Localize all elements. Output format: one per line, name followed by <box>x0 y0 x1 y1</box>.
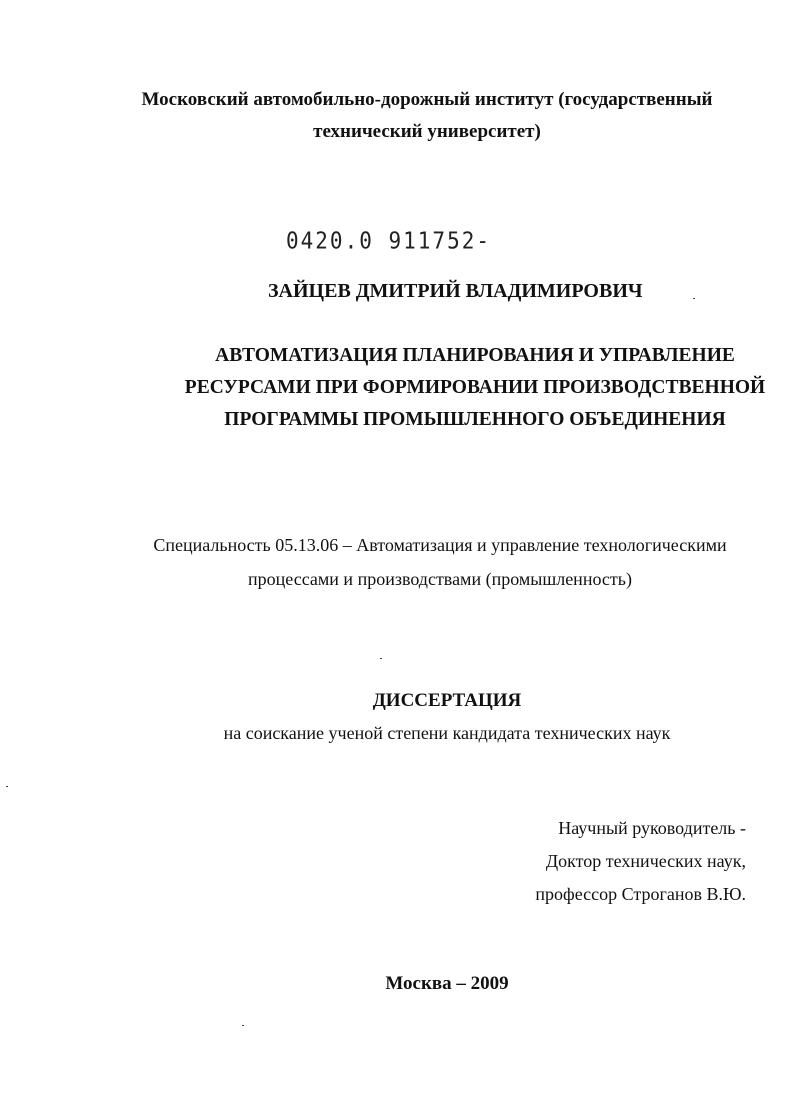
dissertation-title <box>120 340 794 436</box>
supervisor-block <box>535 812 746 911</box>
specialty-line-1: Специальность 05.13.06 – Автоматизация и управление технологическими <box>153 535 727 555</box>
specialty-line-2: процессами и производствами (промышленность) <box>248 569 632 589</box>
document-type-heading: ДИССЕРТАЦИЯ <box>372 690 522 711</box>
institution-line-2: технический университет) <box>313 121 541 142</box>
supervisor-line-3: профессор Строганов В.Ю. <box>535 884 746 904</box>
title-line-3: ПРОГРАММЫ ПРОМЫШЛЕННОГО ОБЪЕДИНЕНИЯ <box>224 409 726 430</box>
scan-speck <box>6 786 8 787</box>
title-line-2: РЕСУРСАМИ ПРИ ФОРМИРОВАНИИ ПРОИЗВОДСТВЕННОЙ <box>184 377 766 398</box>
institution-name <box>0 84 794 148</box>
specialty-block <box>40 528 794 596</box>
degree-line: на соискание ученой степени кандидата технических наук <box>223 723 671 743</box>
title-line-1: АВТОМАТИЗАЦИЯ ПЛАНИРОВАНИЯ И УПРАВЛЕНИЕ <box>215 345 735 366</box>
scan-speck <box>693 298 695 299</box>
author-name: ЗАЙЦЕВ ДМИТРИЙ ВЛАДИМИРОВИЧ <box>268 280 643 302</box>
institution-line-1: Московский автомобильно-дорожный институт (государственный <box>141 89 713 110</box>
scan-speck <box>242 1025 244 1026</box>
scan-speck <box>380 658 382 659</box>
supervisor-line-1: Научный руководитель - <box>558 818 746 838</box>
place-and-year: Москва – 2009 <box>385 973 509 994</box>
archive-code-stamp: 0420.0 911752- <box>286 227 492 254</box>
supervisor-line-2: Доктор технических наук, <box>545 851 746 871</box>
